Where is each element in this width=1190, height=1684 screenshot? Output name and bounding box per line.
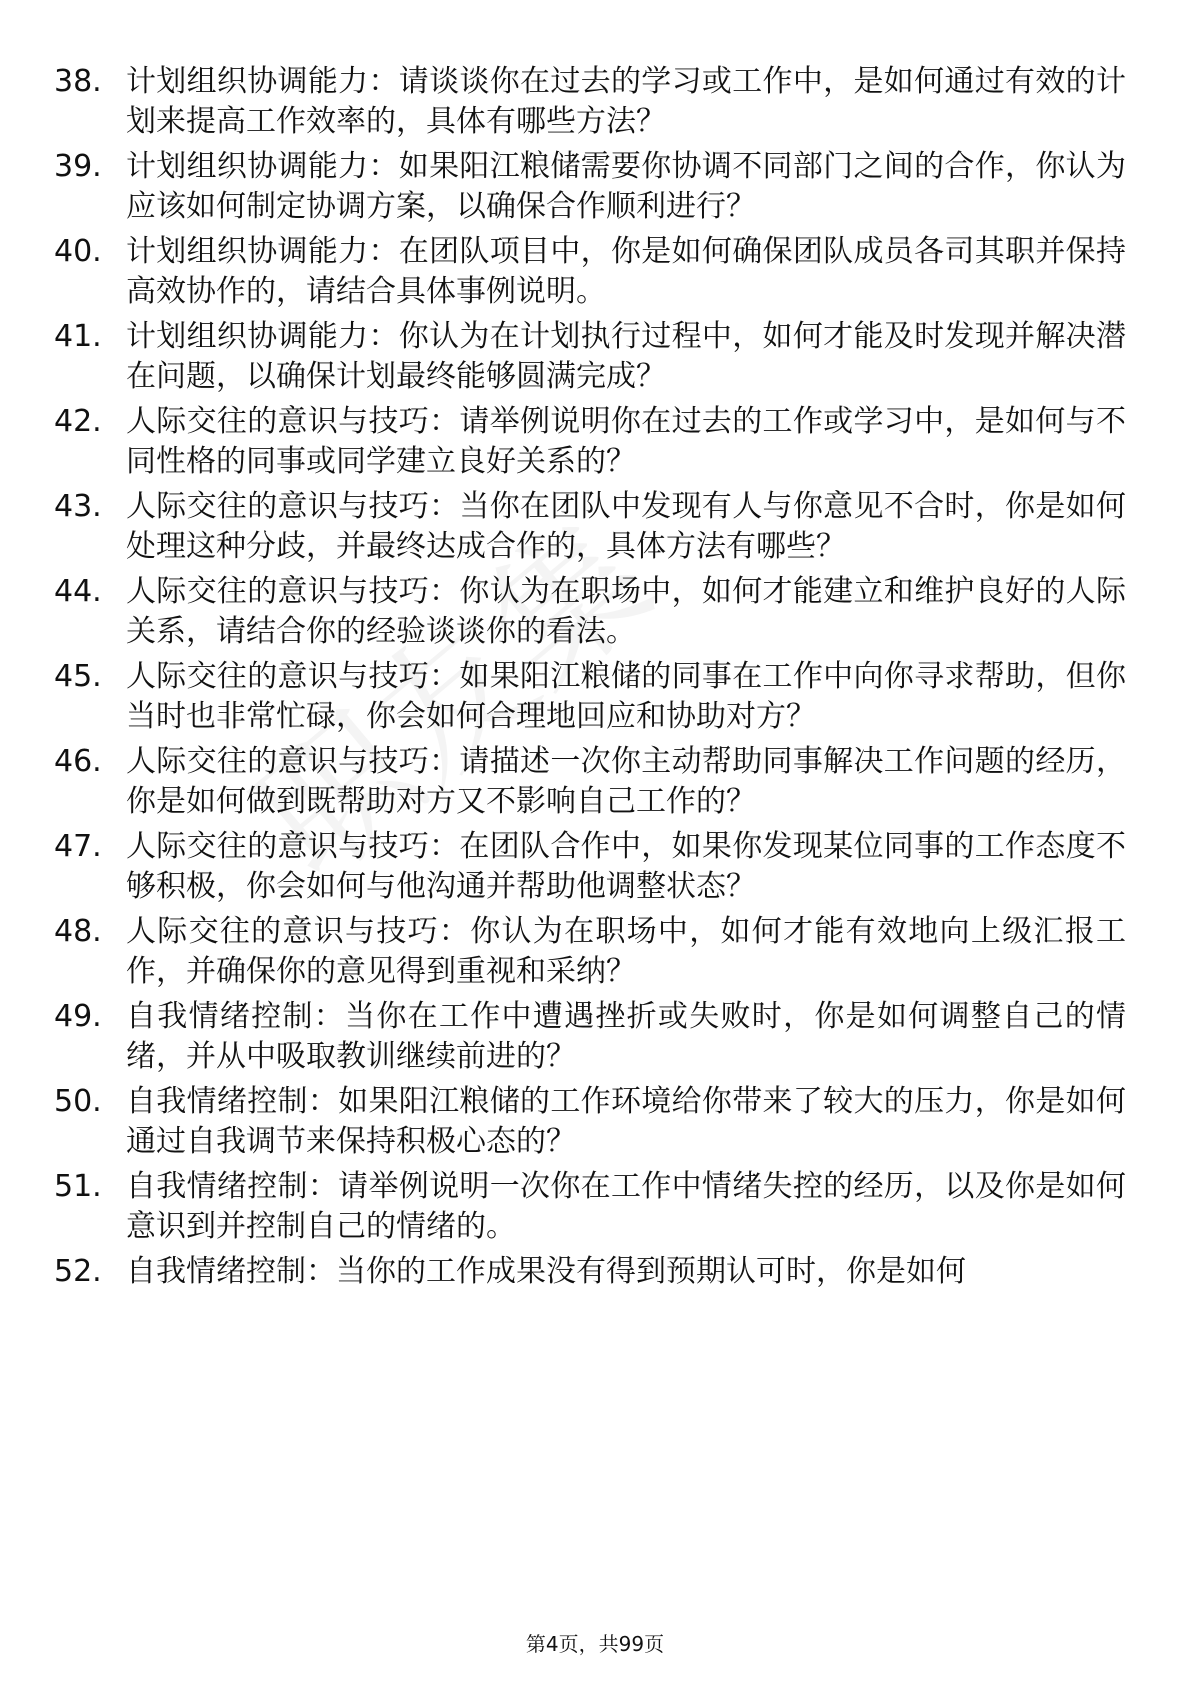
question-number: 48. [54, 914, 102, 949]
list-item [54, 317, 1144, 397]
question-number: 50. [54, 1084, 102, 1119]
question-number: 46. [54, 744, 102, 779]
question-number: 44. [54, 574, 102, 609]
question-text: 计划组织协调能力：你认为在计划执行过程中，如何才能及时发现并解决潜在问题，以确保计划最终能够圆满完成？ [126, 319, 1126, 394]
question-text: 自我情绪控制：当你在工作中遭遇挫折或失败时，你是如何调整自己的情绪，并从中吸取教训继续前进的？ [126, 999, 1126, 1074]
list-item [54, 827, 1144, 907]
question-text: 自我情绪控制：当你的工作成果没有得到预期认可时，你是如何 [126, 1254, 966, 1289]
list-item [54, 402, 1144, 482]
question-text: 人际交往的意识与技巧：你认为在职场中，如何才能有效地向上级汇报工作，并确保你的意见得到重视和采纳？ [126, 914, 1126, 989]
list-item [54, 742, 1144, 822]
question-text: 计划组织协调能力：请谈谈你在过去的学习或工作中，是如何通过有效的计划来提高工作效率的，具体有哪些方法？ [126, 64, 1126, 139]
question-text: 自我情绪控制：请举例说明一次你在工作中情绪失控的经历，以及你是如何意识到并控制自己的情绪的。 [126, 1169, 1126, 1244]
list-item [54, 912, 1144, 992]
question-number: 39. [54, 149, 102, 184]
question-text: 人际交往的意识与技巧：请描述一次你主动帮助同事解决工作问题的经历，你是如何做到既帮助对方又不影响自己工作的？ [126, 744, 1126, 819]
list-item [54, 1082, 1144, 1162]
list-item [54, 1167, 1144, 1247]
list-item [54, 147, 1144, 227]
list-item [54, 1252, 1144, 1292]
list-item [54, 572, 1144, 652]
list-item [54, 657, 1144, 737]
list-item [54, 997, 1144, 1077]
question-number: 41. [54, 319, 102, 354]
question-number: 47. [54, 829, 102, 864]
question-number: 40. [54, 234, 102, 269]
question-text: 人际交往的意识与技巧：请举例说明你在过去的工作或学习中，是如何与不同性格的同事或同学建立良好关系的？ [126, 404, 1126, 479]
question-list [54, 62, 1144, 1297]
list-item [54, 62, 1144, 142]
question-text: 人际交往的意识与技巧：在团队合作中，如果你发现某位同事的工作态度不够积极，你会如何与他沟通并帮助他调整状态？ [126, 829, 1126, 904]
question-number: 51. [54, 1169, 102, 1204]
question-number: 52. [54, 1254, 102, 1289]
list-item [54, 487, 1144, 567]
question-text: 人际交往的意识与技巧：如果阳江粮储的同事在工作中向你寻求帮助，但你当时也非常忙碌，你会如何合理地回应和协助对方？ [126, 659, 1126, 734]
page-number-footer: 第4页，共99页 [525, 1632, 665, 1656]
question-number: 38. [54, 64, 102, 99]
question-text: 人际交往的意识与技巧：你认为在职场中，如何才能建立和维护良好的人际关系，请结合你的经验谈谈你的看法。 [126, 574, 1126, 649]
question-number: 42. [54, 404, 102, 439]
question-text: 计划组织协调能力：如果阳江粮储需要你协调不同部门之间的合作，你认为应该如何制定协调方案，以确保合作顺利进行？ [126, 149, 1126, 224]
question-number: 45. [54, 659, 102, 694]
list-item [54, 232, 1144, 312]
question-number: 43. [54, 489, 102, 524]
question-text: 计划组织协调能力：在团队项目中，你是如何确保团队成员各司其职并保持高效协作的，请结合具体事例说明。 [126, 234, 1126, 309]
question-text: 自我情绪控制：如果阳江粮储的工作环境给你带来了较大的压力，你是如何通过自我调节来保持积极心态的？ [126, 1084, 1126, 1159]
question-number: 49. [54, 999, 102, 1034]
question-text: 人际交往的意识与技巧：当你在团队中发现有人与你意见不合时，你是如何处理这种分歧，并最终达成合作的，具体方法有哪些？ [126, 489, 1126, 564]
